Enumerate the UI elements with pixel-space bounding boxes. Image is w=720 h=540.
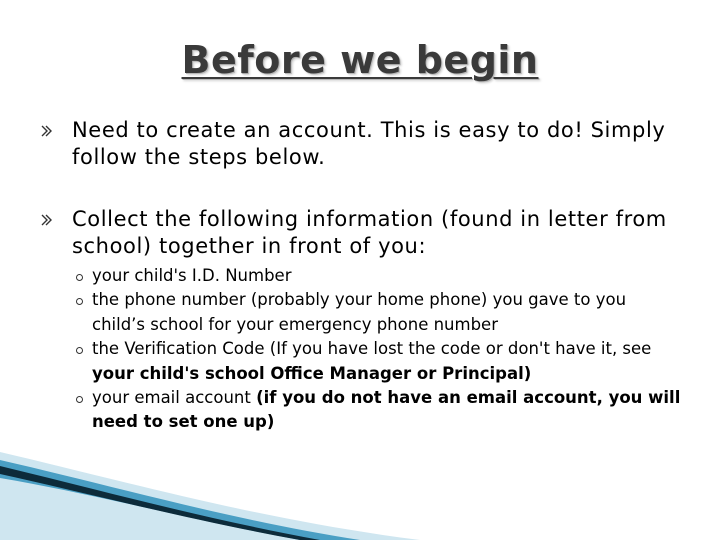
swoosh-light-band (0, 452, 420, 540)
sub-bullet-text: your child's I.D. Number (92, 266, 292, 285)
sub-bullet-text: your email account (92, 388, 257, 408)
ring-bullet-icon (76, 274, 83, 281)
sub-bullet-text: the phone number (probably your home phone) you gave to you child’s school for your emergency phone number (92, 290, 627, 334)
sub-bullet-list (72, 264, 682, 435)
sub-bullet-item (72, 337, 682, 386)
ring-bullet-icon (76, 298, 83, 305)
sub-bullet-item (72, 288, 682, 337)
bullet-text: Need to create an account. This is easy to do! Simply follow the steps below. (72, 118, 666, 169)
arrow-bullet-icon (40, 214, 52, 226)
sub-bullet-emphasis: (if you do not have an email account, you will need to set one up) (92, 388, 681, 432)
sub-bullet-emphasis: your child's school Office Manager or Principal) (92, 363, 532, 383)
arrow-bullet-icon (40, 125, 52, 137)
ring-bullet-icon (76, 396, 83, 403)
sub-bullet-text: the Verification Code (If you have lost the code or don't have it, see (92, 339, 652, 359)
decorative-swoosh (0, 440, 720, 540)
slide-title: Before we begin (181, 38, 539, 82)
sub-bullet-item (72, 386, 682, 435)
ring-bullet-icon (76, 347, 83, 354)
bullet-text: Collect the following information (found in letter from school) together in front of you: (72, 207, 667, 258)
sub-bullet-item (72, 264, 682, 288)
